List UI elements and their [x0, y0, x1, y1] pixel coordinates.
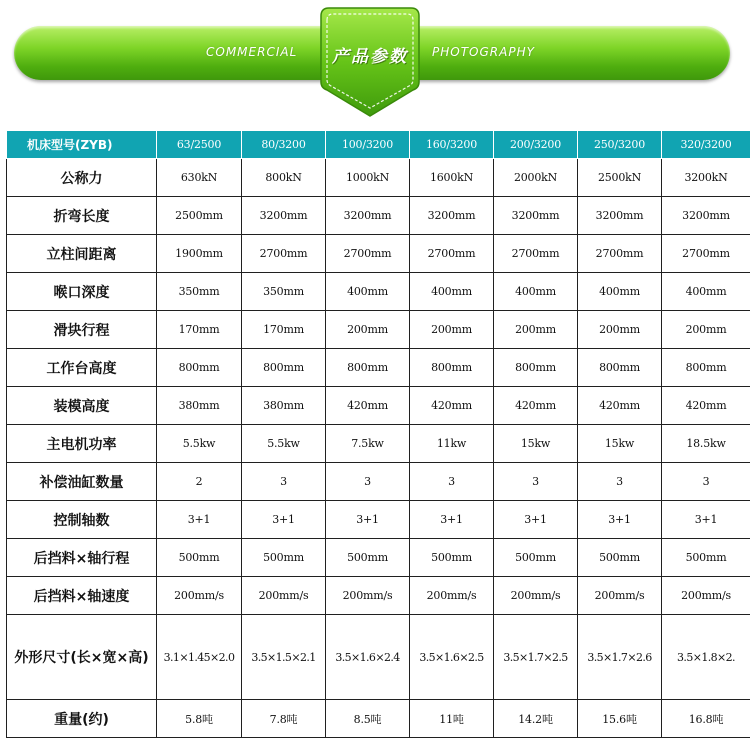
value-cell: 630kN: [157, 159, 242, 197]
value-cell: 200mm: [494, 311, 578, 349]
value-cell: 3200mm: [662, 197, 750, 235]
table-row: [7, 463, 750, 501]
value-cell: 3.5×1.8×2.: [662, 615, 750, 700]
value-cell: 800mm: [494, 349, 578, 387]
model-header-cell: 160/3200: [410, 131, 494, 159]
row-label-cell: 立柱间距离: [7, 235, 157, 273]
value-cell: 1900mm: [157, 235, 242, 273]
row-label-cell: 滑块行程: [7, 311, 157, 349]
value-cell: 400mm: [494, 273, 578, 311]
value-cell: 800mm: [326, 349, 410, 387]
value-cell: 14.2吨: [494, 700, 578, 738]
value-cell: 3200mm: [242, 197, 326, 235]
value-cell: 380mm: [157, 387, 242, 425]
title-badge: [311, 2, 429, 120]
value-cell: 420mm: [578, 387, 662, 425]
value-cell: 200mm: [662, 311, 750, 349]
value-cell: 3: [410, 463, 494, 501]
value-cell: 400mm: [578, 273, 662, 311]
table-row: [7, 235, 750, 273]
value-cell: 500mm: [326, 539, 410, 577]
row-label-cell: 公称力: [7, 159, 157, 197]
row-label-cell: 外形尺寸(长×宽×高): [7, 615, 157, 700]
value-cell: 200mm/s: [410, 577, 494, 615]
table-row: [7, 273, 750, 311]
table-header-row: [7, 131, 750, 159]
spec-table: [6, 130, 750, 738]
value-cell: 200mm: [410, 311, 494, 349]
model-header-cell: 100/3200: [326, 131, 410, 159]
value-cell: 500mm: [157, 539, 242, 577]
value-cell: 200mm: [326, 311, 410, 349]
value-cell: 7.5kw: [326, 425, 410, 463]
value-cell: 2700mm: [242, 235, 326, 273]
value-cell: 420mm: [326, 387, 410, 425]
value-cell: 800mm: [410, 349, 494, 387]
value-cell: 3.5×1.7×2.5: [494, 615, 578, 700]
value-cell: 7.8吨: [242, 700, 326, 738]
value-cell: 3.1×1.45×2.0: [157, 615, 242, 700]
value-cell: 800mm: [662, 349, 750, 387]
value-cell: 5.5kw: [242, 425, 326, 463]
value-cell: 3+1: [578, 501, 662, 539]
model-header-cell: 320/3200: [662, 131, 750, 159]
value-cell: 1000kN: [326, 159, 410, 197]
value-cell: 3: [494, 463, 578, 501]
table-row: [7, 501, 750, 539]
value-cell: 500mm: [494, 539, 578, 577]
row-label-cell: 工作台高度: [7, 349, 157, 387]
table-row: [7, 700, 750, 738]
value-cell: 3+1: [410, 501, 494, 539]
value-cell: 420mm: [662, 387, 750, 425]
value-cell: 200mm/s: [242, 577, 326, 615]
table-row: [7, 577, 750, 615]
value-cell: 15kw: [578, 425, 662, 463]
value-cell: 800mm: [157, 349, 242, 387]
value-cell: 2700mm: [326, 235, 410, 273]
value-cell: 170mm: [242, 311, 326, 349]
value-cell: 400mm: [662, 273, 750, 311]
row-label-cell: 后挡料×轴速度: [7, 577, 157, 615]
value-cell: 170mm: [157, 311, 242, 349]
row-label-cell: 补偿油缸数量: [7, 463, 157, 501]
value-cell: 2700mm: [578, 235, 662, 273]
value-cell: 3200mm: [578, 197, 662, 235]
model-header-cell: 250/3200: [578, 131, 662, 159]
value-cell: 500mm: [578, 539, 662, 577]
row-label-cell: 折弯长度: [7, 197, 157, 235]
value-cell: 3+1: [494, 501, 578, 539]
value-cell: 200mm/s: [494, 577, 578, 615]
value-cell: 500mm: [662, 539, 750, 577]
row-label-cell: 重量(约): [7, 700, 157, 738]
value-cell: 3200mm: [410, 197, 494, 235]
value-cell: 420mm: [410, 387, 494, 425]
value-cell: 11吨: [410, 700, 494, 738]
table-row: [7, 425, 750, 463]
value-cell: 200mm/s: [157, 577, 242, 615]
model-header-cell: 63/2500: [157, 131, 242, 159]
value-cell: 2000kN: [494, 159, 578, 197]
value-cell: 200mm/s: [326, 577, 410, 615]
value-cell: 3+1: [157, 501, 242, 539]
value-cell: 2700mm: [662, 235, 750, 273]
spec-table-wrapper: [6, 130, 750, 750]
value-cell: 15kw: [494, 425, 578, 463]
banner-right-text: PHOTOGRAPHY: [432, 45, 535, 59]
row-label-cell: 控制轴数: [7, 501, 157, 539]
value-cell: 5.8吨: [157, 700, 242, 738]
row-label-cell: 主电机功率: [7, 425, 157, 463]
value-cell: 500mm: [410, 539, 494, 577]
value-cell: 400mm: [410, 273, 494, 311]
value-cell: 380mm: [242, 387, 326, 425]
value-cell: 3: [242, 463, 326, 501]
row-label-cell: 装模高度: [7, 387, 157, 425]
value-cell: 3.5×1.6×2.5: [410, 615, 494, 700]
value-cell: 3: [326, 463, 410, 501]
value-cell: 800mm: [578, 349, 662, 387]
value-cell: 350mm: [242, 273, 326, 311]
value-cell: 800mm: [242, 349, 326, 387]
value-cell: 500mm: [242, 539, 326, 577]
model-header-cell: 80/3200: [242, 131, 326, 159]
table-row: [7, 311, 750, 349]
table-row: [7, 615, 750, 700]
value-cell: 200mm/s: [662, 577, 750, 615]
value-cell: 200mm/s: [578, 577, 662, 615]
banner: [0, 0, 750, 120]
value-cell: 3: [578, 463, 662, 501]
model-header-cell: 200/3200: [494, 131, 578, 159]
value-cell: 3200mm: [494, 197, 578, 235]
value-cell: 3+1: [242, 501, 326, 539]
value-cell: 3200mm: [326, 197, 410, 235]
value-cell: 11kw: [410, 425, 494, 463]
row-label-cell: 后挡料×轴行程: [7, 539, 157, 577]
table-row: [7, 349, 750, 387]
value-cell: 2: [157, 463, 242, 501]
value-cell: 8.5吨: [326, 700, 410, 738]
value-cell: 5.5kw: [157, 425, 242, 463]
value-cell: 800kN: [242, 159, 326, 197]
value-cell: 400mm: [326, 273, 410, 311]
value-cell: 3200kN: [662, 159, 750, 197]
value-cell: 1600kN: [410, 159, 494, 197]
value-cell: 3+1: [326, 501, 410, 539]
value-cell: 350mm: [157, 273, 242, 311]
value-cell: 3.5×1.5×2.1: [242, 615, 326, 700]
header-label-cell: 机床型号(ZYB): [7, 131, 157, 159]
value-cell: 3.5×1.7×2.6: [578, 615, 662, 700]
value-cell: 16.8吨: [662, 700, 750, 738]
value-cell: 3+1: [662, 501, 750, 539]
value-cell: 2500mm: [157, 197, 242, 235]
table-row: [7, 387, 750, 425]
value-cell: 15.6吨: [578, 700, 662, 738]
value-cell: 3: [662, 463, 750, 501]
value-cell: 420mm: [494, 387, 578, 425]
value-cell: 2500kN: [578, 159, 662, 197]
table-row: [7, 197, 750, 235]
row-label-cell: 喉口深度: [7, 273, 157, 311]
value-cell: 2700mm: [410, 235, 494, 273]
value-cell: 200mm: [578, 311, 662, 349]
value-cell: 18.5kw: [662, 425, 750, 463]
table-row: [7, 159, 750, 197]
value-cell: 2700mm: [494, 235, 578, 273]
table-row: [7, 539, 750, 577]
value-cell: 3.5×1.6×2.4: [326, 615, 410, 700]
banner-left-text: COMMERCIAL: [206, 45, 298, 59]
badge-title: 产品参数: [332, 47, 408, 67]
